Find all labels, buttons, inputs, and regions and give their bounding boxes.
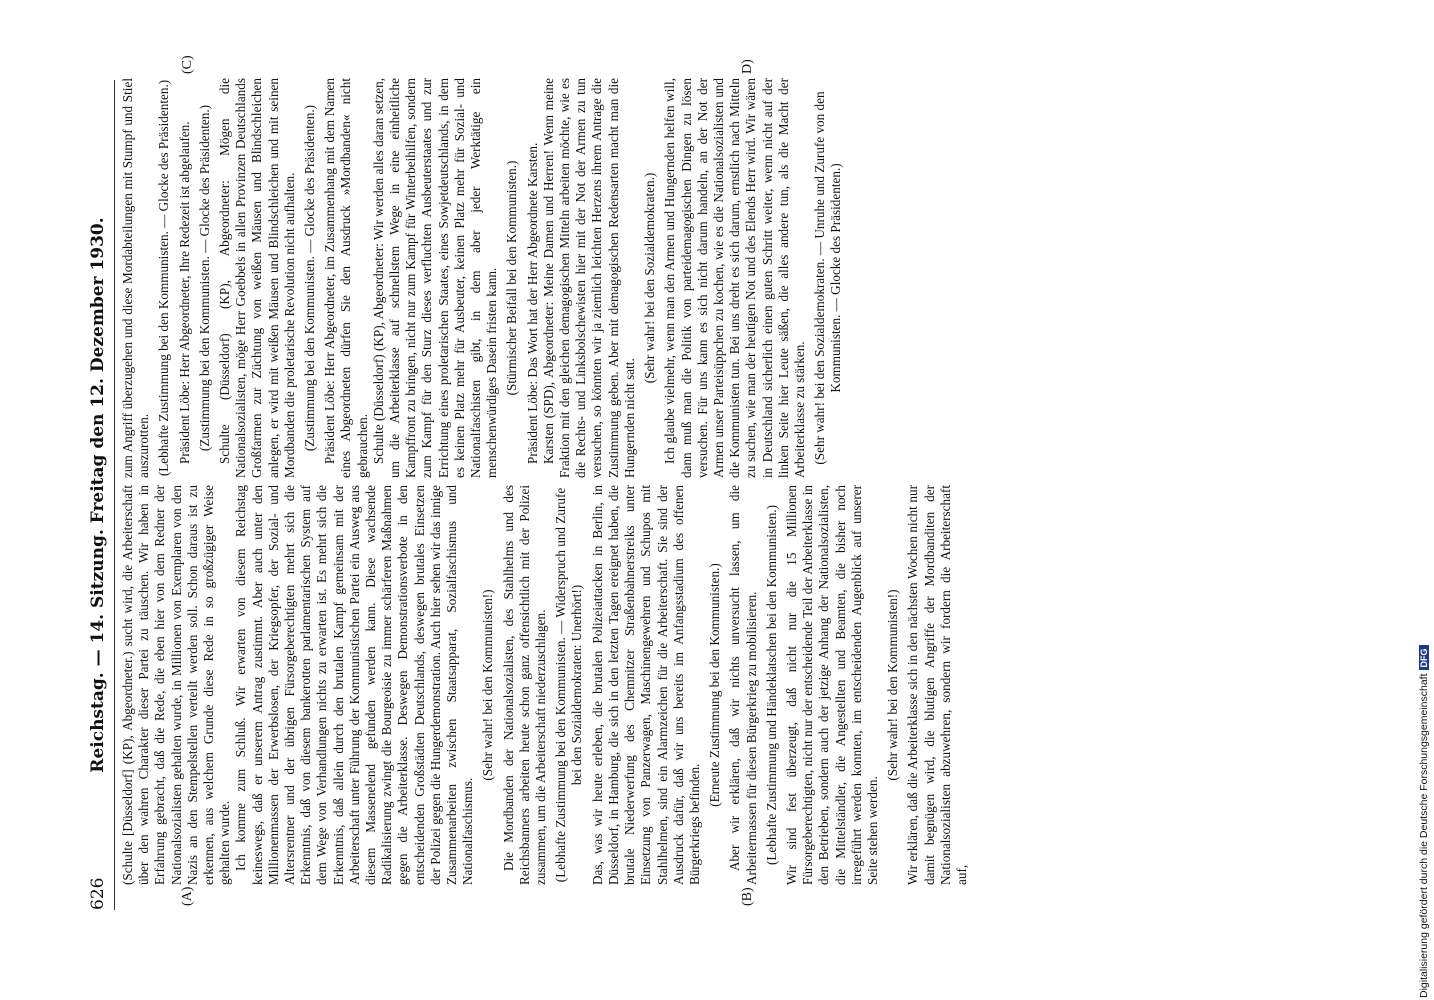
interjection: (Zustimmung bei den Kommunisten. — Glocke des Präsidenten.): [302, 104, 318, 452]
left-text-column: [120, 485, 1300, 885]
interjection: (Sehr wahr! bei den Sozialdemokraten. — Unruhe und Zurufe von den Kommunisten. — Glocke des Präsidenten.): [812, 91, 844, 465]
credit-text: Digitalisierung gefördert durch die Deutsche Forschungsgemeinschaft: [1418, 673, 1430, 998]
paragraph: Aber wir erklären, daß wir nichts unversucht lassen, um die Arbeitermassen für diesen Bürgerkrieg zu mobilisieren.: [727, 485, 759, 885]
interjection: (Lebhafte Zustimmung bei den Kommunisten. — Glocke des Präsidenten.): [156, 79, 172, 477]
page-number: 626: [88, 877, 108, 910]
paragraph: Präsident Löbe: Herr Abgeordneter, Ihre Redezeit ist abgelaufen.: [176, 121, 192, 464]
interjection: (Stürmischer Beifall bei den Kommunisten.): [504, 160, 520, 396]
dfg-logo: DFG: [1419, 645, 1429, 670]
paragraph: Präsident Löbe: Das Wort hat der Herr Abgeordnete Karsten.: [524, 142, 540, 464]
interjection: (Lebhafte Zustimmung und Händeklatschen bei den Kommunisten.): [763, 505, 779, 866]
header-rule: [114, 80, 115, 910]
right-text-column: [120, 78, 1300, 478]
paragraph: Wir sind fest überzeugt, daß nicht nur die 15 Millionen Fürsorgeberechtigten, nicht nur der entscheidende Teil der Arbeiterklasse in den Betrieben, sondern auch der jetzige Anhang der Nationalsozialisten, die Mittelständler, die Angestellten und Beamten, die bisher noch irregeführt werden konnten, im entscheidenden Augenblick auf unserer Seite stehen werden.: [783, 485, 880, 885]
paragraph: Das, was wir heute erleben, die brutalen Polizeiattacken in Berlin, in Düsseldorf, in Hamburg, die sich in den letzten Tagen ereignet haben, die brutale Niederwerfung des Chemnitzer Straßenbahnerstreiks unter Einsetzung von Panzerwagen, Maschinengewehren und Schupos mit Stahlhelmen, sind ein Alarmzeichen für die Arbeiterschaft. Sie sind der Ausdruck dafür, daß wir uns bereits im Anfangsstadium des offenen Bürgerkriegs befinden.: [589, 485, 702, 885]
interjection: (Sehr wahr! bei den Kommunisten!): [885, 589, 901, 781]
paragraph: Die Mordbanden der Nationalsozialisten, des Stahlhelms und des Reichsbanners arbeiten heute schon ganz offensichtlich mit der Polizei zusammen, um die Arbeiterschaft niederzuschlagen.: [500, 485, 549, 885]
digitization-credit: [1418, 8, 1434, 998]
interjection: (Sehr wahr! bei den Sozialdemokraten.): [642, 172, 658, 384]
margin-mark-c: (C): [180, 55, 195, 74]
interjection: (Sehr wahr! bei den Kommunisten!): [480, 589, 496, 781]
interjection: (Lebhafte Zustimmung bei den Kommunisten. — Widerspruch und Zurufe bei den Sozialdemokraten: Unerhört!): [553, 487, 585, 883]
running-title: Reichstag. — 14. Sitzung. Freitag den 12. Dezember 1930.: [88, 217, 108, 773]
interjection: (Erneute Zustimmung bei den Kommunisten.): [707, 563, 723, 807]
page-header: [88, 80, 112, 910]
paragraph: Karsten (SPD), Abgeordneter: Meine Damen und Herren! Wenn meine Fraktion mit den gleichen demagogischen Mitteln arbeiten möchte, wie es die Rechts- und Linksbolschewisten hier mit der Not der Armen zu tun versuchen, so könnten wir ja ziemlich leichten Herzens ihrem Antrage die Zustimmung geben. Aber mit demagogischen Redensarten macht man die Hungernden nicht satt.: [540, 78, 637, 478]
margin-mark-a: (A): [180, 886, 195, 906]
paragraph: Wir erklären, daß die Arbeiterklasse sich in den nächsten Wochen nicht nur damit begnügen wird, die blutigen Angriffe der Mordbanditen der Nationalsozialisten abzuwehren, sondern wir fordern die Arbeiterschaft auf,: [905, 485, 969, 885]
paragraph: zum Angriff überzugehen und diese Mordabteilungen mit Stumpf und Stiel auszurotten.: [120, 78, 152, 478]
paragraph: Schulte (Düsseldorf) (KP), Abgeordneter: Wir werden alles daran setzen, um die Arbeiterklasse auf schnellstem Wege in eine einheitliche Kampffront zu bringen, nicht nur zum Kampf für Winterbeihilfen, sondern zum Kampf für den Sturz dieses verfluchten Ausbeuterstaates und zur Errichtung eines proletarischen Staates, eines Sowjetdeutschlands, in dem es keinen Platz mehr für Ausbeuter, keinen Platz mehr für Sozial- und Nationalfaschisten gibt, in dem aber jeder Werktätige ein menschenwürdiges Dasein fristen kann.: [370, 78, 500, 478]
margin-mark-b: (B): [740, 887, 755, 906]
paragraph: Präsident Löbe: Herr Abgeordneter, im Zusammenhang mit dem Namen eines Abgeordneten dürfen Sie den Ausdruck »Mordbanden« nicht gebrauchen.: [322, 78, 370, 478]
margin-mark-d: D): [740, 59, 755, 74]
paragraph: Ich komme zum Schluß. Wir erwarten von diesem Reichstag keineswegs, daß er unserem Antrag zustimmt. Aber auch unter den Millionenmassen der Erwerbslosen, der Kriegsopfer, der Sozial- und Altersrentner und der übrigen Fürsorgeberechtigten mehrt sich die Erkenntnis, daß von diesem bankerotten parlamentarischen System auf dem Wege von Verhandlungen nichts zu erwarten ist. Es mehrt sich die Erkenntnis, daß allein durch den brutalen Kampf gemeinsam mit der Arbeiterschaft unter Führung der Kommunistischen Partei ein Ausweg aus diesem Massenelend gefunden werden kann. Diese wachsende Radikalisierung zwingt die Bourgeoisie zu immer schärferen Maßnahmen gegen die Arbeiterklasse. Deswegen Demonstrationsverbote in den entscheidenden Großstädten Deutschlands, deswegen brutales Einsetzen der Polizei gegen die Hungerdemonstration. Auch hier sehen wir das innige Zusammenarbeiten zwischen Staatsapparat, Sozialfaschismus und Nationalfaschismus.: [233, 485, 476, 885]
paragraph: Schulte (Düsseldorf) (KP), Abgeordneter: Mögen die Nationalsozialisten, möge Herr Goebbels in allen Provinzen Deutschlands Großfarmen zur Züchtung von weißen Mäusen und Blindschleichen anlegen, er wird mit weißen Mäusen und Blindschleichen und mit seinen Mordbanden die proletarische Revolution nicht aufhalten.: [217, 78, 297, 478]
paragraph: (Schulte [Düsseldorf] (KP), Abgeordneter.) sucht wird, die Arbeiterschaft über den wahren Charakter dieser Partei zu täuschen. Wir haben in Erfahrung gebracht, daß die Rede, die eben hier von dem Redner der Nationalsozialisten gehalten wurde, in Millionen von Exemplaren von den Nazis an den Stempelstellen verteilt werden soll. Schon daraus ist zu erkennen, aus welchem Grunde diese Rede in so großzügiger Weise gehalten wurde.: [120, 485, 233, 885]
interjection: (Zustimmung bei den Kommunisten. — Glocke des Präsidenten.): [196, 104, 212, 452]
paragraph: Ich glaube vielmehr, wenn man den Armen und Hungernden helfen will, dann muß man die Politik von parteidemagogischen Dingen zu lösen versuchen. Für uns kann es sich nicht darum handeln, an der Not der Armen unser Parteisüppchen zu kochen, wie es die Nationalsozialisten und die Kommunisten tun. Bei uns dreht es sich darum, ernstlich nach Mitteln zu suchen, wie man der heutigen Not und des Elends Herr wird. Wir wären in Deutschland sicherlich einen guten Schritt weiter, wenn nicht auf der linken Seite hier Leute säßen, die alles andere tun, als die Macht der Arbeiterklasse zu stärken.: [662, 78, 807, 478]
